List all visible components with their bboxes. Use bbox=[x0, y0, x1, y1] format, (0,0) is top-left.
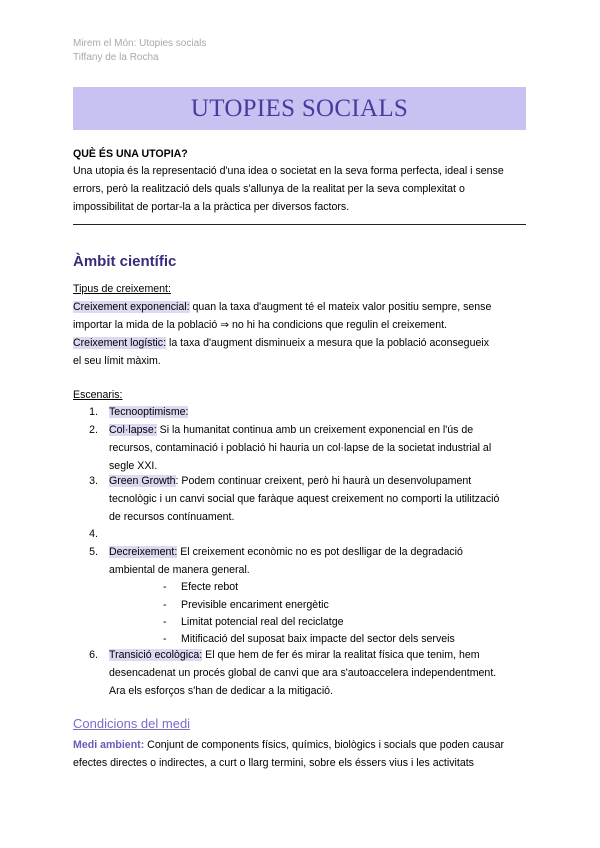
sub-item: Limitat potencial real del reciclatge bbox=[181, 616, 344, 628]
intro-line-2: errors, però la realització dels quals s'allunya de la realitat per la seva complexitat o bbox=[73, 183, 465, 195]
exponencial-desc-1: quan la taxa d'augment té el mateix valor positiu sempre, sense bbox=[189, 301, 492, 313]
sub-item: Efecte rebot bbox=[181, 581, 239, 593]
medi-term: Medi ambient: bbox=[73, 739, 145, 751]
item-desc: El que hem de fer és mirar la realitat física que tenim, hem bbox=[202, 649, 480, 661]
list-item-line: ambiental de manera general. bbox=[109, 564, 250, 576]
list-item-number: 2. bbox=[89, 424, 98, 436]
title-banner bbox=[73, 87, 526, 130]
section-heading-condicions-medi: Condicions del medi bbox=[73, 716, 191, 731]
list-item-collapse bbox=[109, 421, 473, 439]
list-item-line: Ara els esforços s'han de dedicar a la mitigació. bbox=[109, 685, 334, 697]
item-term: Col·lapse: bbox=[109, 424, 157, 436]
list-item-green-growth bbox=[109, 472, 471, 490]
intro-line-1: Una utopia és la representació d'una idea o societat en la seva forma perfecta, ideal i sense bbox=[73, 165, 504, 177]
item-term: Decreixement: bbox=[109, 546, 178, 558]
escenaris-label: Escenaris: bbox=[73, 389, 123, 401]
tipus-label: Tipus de creixement: bbox=[73, 283, 171, 295]
sub-item-marker: - bbox=[163, 633, 167, 645]
item-term: Tecnooptimisme: bbox=[109, 406, 189, 418]
medi-line-2: efectes directes o indirectes, a curt o llarg termini, sobre els éssers vius i les activitats bbox=[73, 757, 474, 769]
logistic-line-2: el seu límit màxim. bbox=[73, 355, 161, 367]
sub-item-marker: - bbox=[163, 599, 167, 611]
section-heading-ambit-cientific: Àmbit científic bbox=[73, 253, 177, 270]
list-item-number: 3. bbox=[89, 475, 98, 487]
logistic-term: Creixement logístic: bbox=[73, 337, 167, 349]
list-item-line: recursos, contaminació i població hi hauria un col·lapse de la societat industrial al bbox=[109, 442, 492, 454]
horizontal-divider bbox=[73, 224, 526, 225]
item-desc: El creixement econòmic no es pot deslligar de la degradació bbox=[177, 546, 463, 558]
medi-line-1 bbox=[73, 736, 533, 754]
medi-desc-1: Conjunt de components físics, químics, biològics i socials que poden causar bbox=[144, 739, 505, 751]
logistic-line-1 bbox=[73, 334, 533, 352]
list-item-tecnooptimisme bbox=[109, 403, 188, 421]
list-item-line: segle XXI. bbox=[109, 460, 158, 472]
intro-heading: QUÈ ÉS UNA UTOPIA? bbox=[73, 148, 188, 160]
list-item-line: de recursos contínuament. bbox=[109, 511, 235, 523]
list-item-number: 5. bbox=[89, 546, 98, 558]
exponencial-term: Creixement exponencial: bbox=[73, 301, 190, 313]
sub-item-marker: - bbox=[163, 581, 167, 593]
page-title: UTOPIES SOCIALS bbox=[190, 94, 409, 122]
item-term: Transició ecològica: bbox=[109, 649, 203, 661]
list-item-line: desencadenat un procés global de canvi que ara s'autoaccelera independentment. bbox=[109, 667, 497, 679]
list-item-decreixement bbox=[109, 543, 463, 561]
logistic-desc-1: la taxa d'augment disminueix a mesura que la població aconsegueix bbox=[166, 337, 490, 349]
item-desc: : Podem continuar creixent, però hi haurà un desenvolupament bbox=[175, 475, 472, 487]
item-term: Green Growth bbox=[109, 475, 176, 487]
exponencial-line-2: importar la mida de la població ⇒ no hi ha condicions que regulin el creixement. bbox=[73, 319, 447, 331]
list-item-number: 6. bbox=[89, 649, 98, 661]
list-item-number: 1. bbox=[89, 406, 98, 418]
sub-item: Previsible encariment energètic bbox=[181, 599, 329, 611]
list-item-line: tecnològic i un canvi social que faràque aquest creixement no comporti la utilització bbox=[109, 493, 500, 505]
sub-item-marker: - bbox=[163, 616, 167, 628]
list-item-number: 4. bbox=[89, 528, 98, 540]
sub-item: Mitificació del suposat baix impacte del sector dels serveis bbox=[181, 633, 455, 645]
item-desc: Si la humanitat continua amb un creixement exponencial en l'ús de bbox=[156, 424, 474, 436]
list-item-transicio-ecologica bbox=[109, 646, 480, 664]
exponencial-line-1 bbox=[73, 298, 533, 316]
header-author: Tiffany de la Rocha bbox=[73, 52, 159, 63]
intro-line-3: impossibilitat de portar-la a la pràctica per diversos factors. bbox=[73, 201, 350, 213]
header-course: Mirem el Món: Utopies socials bbox=[73, 38, 207, 49]
